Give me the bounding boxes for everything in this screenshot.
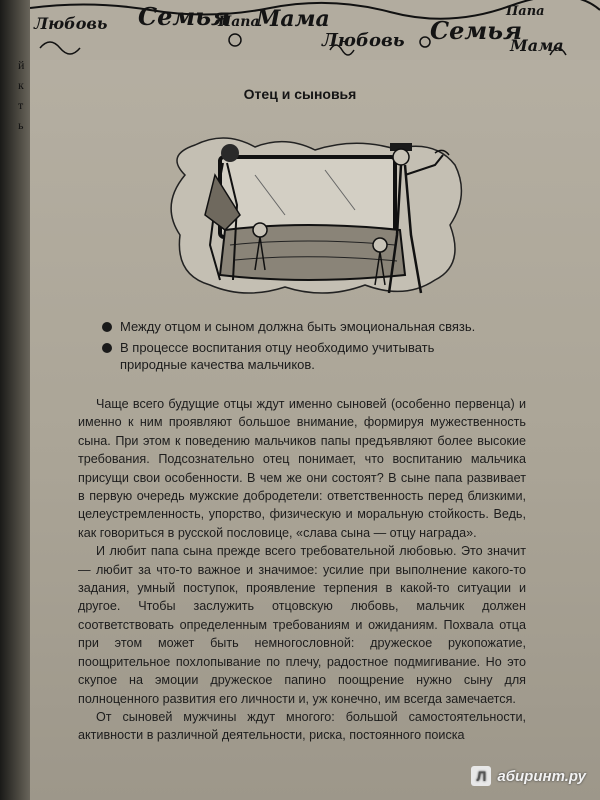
left-page-fragment: ь bbox=[18, 118, 24, 132]
bullet-icon bbox=[102, 343, 112, 353]
watermark bbox=[471, 766, 586, 786]
left-page-fragment: й bbox=[18, 58, 25, 72]
header-word: Любовь bbox=[34, 14, 108, 33]
header-word: Семья bbox=[430, 16, 523, 45]
list-item bbox=[100, 318, 500, 335]
header-word: Семья bbox=[138, 2, 231, 31]
list-item bbox=[100, 339, 500, 373]
paragraph: От сыновей мужчины ждут многого: большой самостоятельности, активности в различной деятельности, риска, постоянного поиска bbox=[78, 709, 526, 743]
key-points-list bbox=[100, 318, 500, 377]
watermark-text: абиринт.ру bbox=[497, 767, 586, 785]
bullet-text: В процессе воспитания отцу необходимо учитывать природные качества мальчиков. bbox=[120, 340, 435, 372]
paragraph: Чаще всего будущие отцы ждут именно сыновей (особенно первенца) и именно к ним проявляют большое внимание, формируя мужественность сына. При этом к поведению мальчиков папы предъявляют более высокие требования. Подсознательно отец понимает, что воспитанию мальчика присущи свои особенности. В чем же они состоят? В сыне папа развивает в первую очередь мужские добродетели: ответственность перед близкими, целеустремленность, упорство, физическую и моральную стойкость. Ведь, как говориться в русской пословице, «слава сына — отцу награда». bbox=[78, 397, 526, 540]
left-page-fragment: т bbox=[18, 98, 24, 112]
family-cartoon-icon bbox=[165, 135, 465, 300]
header-word: Мама bbox=[256, 6, 330, 32]
body-text bbox=[78, 395, 526, 745]
header-word: Любовь bbox=[322, 30, 405, 51]
header-word: Папа bbox=[506, 4, 545, 19]
left-page-edge bbox=[0, 0, 32, 800]
page-title: Отец и сыновья bbox=[243, 86, 357, 102]
left-page-fragment: к bbox=[18, 78, 24, 92]
decorative-header bbox=[30, 0, 600, 60]
labirint-logo-icon: Л bbox=[471, 766, 491, 786]
bullet-text: Между отцом и сыном должна быть эмоциональная связь. bbox=[120, 319, 476, 334]
family-cartoon-illustration bbox=[165, 135, 465, 300]
header-word: Мама bbox=[510, 36, 564, 55]
paragraph: И любит папа сына прежде всего требовательной любовью. Это значит — любит за что-то важное и значимое: усилие при выполнение какого-то задания, умный поступок, проявление терпения в какой-то ситуации и другое. Чтобы заслужить отцовскую любовь, мальчик должен соответствовать определенным требованиям и ожиданиям. Похвала отца при этом может быть немногословной: дружеское рукопожатие, поощрительное похлопывание по плечу, радостное подмигивание. Но это скупое на эмоции дружеское папино поощрение нужно сыну для полноценного развития его личности и, уж конечно, им всегда замечается. bbox=[78, 544, 526, 706]
header-word: Папа bbox=[218, 14, 260, 30]
bullet-icon bbox=[102, 322, 112, 332]
